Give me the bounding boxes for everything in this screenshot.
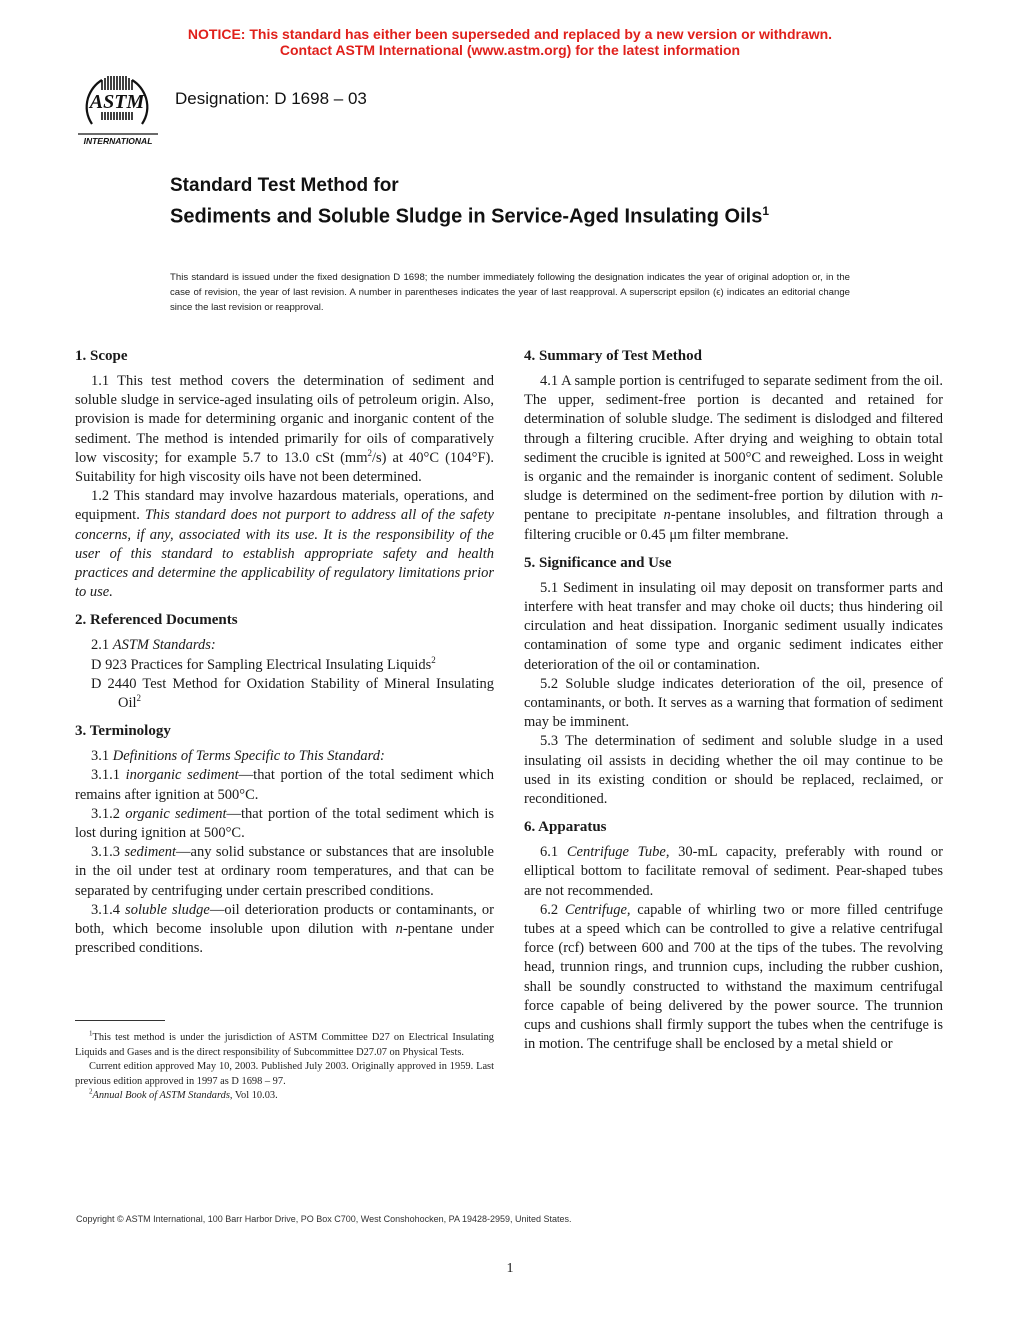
page-number: 1 xyxy=(506,1261,514,1276)
paragraph-2-1: 2.1 ASTM Standards: xyxy=(91,637,216,654)
section-heading-referenced-documents: 2. Referenced Documents xyxy=(75,612,238,629)
notice-line-2: Contact ASTM International (www.astm.org) for the latest information xyxy=(279,42,741,58)
paragraph-3-1-4: 3.1.4 soluble sludge—oil deterioration products or contaminants, or both, which become insoluble upon dilution with n-pentane under prescribed conditions. xyxy=(75,901,495,957)
designation: Designation: D 1698 – 03 xyxy=(175,89,367,108)
paragraph-4-1: 4.1 A sample portion is centrifuged to separate sediment from the oil. The upper, sediment-free portion is decanted and retained for determination of soluble sludge. The sediment is dislodged and filtered through a filtering crucible. After drying and weighing to obtain total sediment the crucible is ignited at 500°C and reweighed. Loss in weight is organic and the remainder is inorganic content of sediment. Soluble sludge is determined on the sediment-free portion by dilution with n-pentane to precipitate n-pentane insolubles, and filtration through a filtering crucible or 0.45 μm filter membrane. xyxy=(524,373,943,543)
paragraph-3-1: 3.1 Definitions of Terms Specific to This Standard: xyxy=(91,748,385,765)
paragraph-1-2: 1.2 This standard may involve hazardous materials, operations, and equipment. This standard does not purport to address all of the safety concerns, if any, associated with its use. It is the responsibility of the user of this standard to establish appropriate safety and health practices and determine the applicability of regulatory limitations prior to use. xyxy=(75,488,494,601)
title-footnote-mark: 1 xyxy=(762,204,770,218)
reference-d2440: D 2440 Test Method for Oxidation Stability of Mineral Insulating Oil$^2$ xyxy=(91,675,494,712)
left-column xyxy=(75,345,494,958)
issuance-statement: This standard is issued under the fixed designation D 1698; the number immediately following the designation indicates the year of original adoption or, in the case of revision, the year of last revision. A number in parentheses indicates the year of last reapproval. A superscript epsilon (ϵ) indicates an editorial change since the last revision or reapproval. xyxy=(170,272,850,313)
paragraph-3-1-2: 3.1.2 organic sediment—that portion of the total sediment which is lost during ignition at 500°C. xyxy=(75,805,495,842)
paragraph-5-3: 5.3 The determination of sediment and soluble sludge in a used insulating oil assists in deciding whether the oil may continue to be used in its existing condition or should be replaced, reclaimed, or reconditioned. xyxy=(524,733,943,808)
paragraph-5-1: 5.1 Sediment in insulating oil may deposit on transformer parts and interfere with heat transfer and may choke oil ducts; thus hindering oil circulation and heat dissipation. Inorganic sediment usually indicates contamination of some type and organic sediment indicates either deterioration of the oil or contamination. xyxy=(524,579,943,673)
paragraph-5-2: 5.2 Soluble sludge indicates deterioration of the oil, presence of contaminants, or both. It serves as a warning that formation of sediment may be imminent. xyxy=(524,675,943,731)
paragraph-3-1-3: 3.1.3 sediment—any solid substance or substances that are insoluble in the oil under test at ordinary room temperatures, and that can be separated by centrifuging under certain prescribed conditions. xyxy=(75,844,494,899)
right-column xyxy=(524,345,943,1055)
footnote-2: $^2$Annual Book of ASTM Standards, Vol 10.03. xyxy=(89,1087,278,1101)
title-line-2: Sediments and Soluble Sludge in Service-Aged Insulating Oils$^1$ xyxy=(170,204,770,228)
footnote-divider xyxy=(75,1020,165,1021)
footnotes xyxy=(75,1031,494,1104)
document-title xyxy=(170,175,870,229)
svg-text:ASTM: ASTM xyxy=(89,91,145,113)
footnote-1: $^1$This test method is under the jurisdiction of ASTM Committee D27 on Electrical Insulating Liquids and Gases and is the direct responsibility of Subcommittee D27.07 on Physical Tests. xyxy=(75,1029,494,1058)
reference-d923: D 923 Practices for Sampling Electrical Insulating Liquids$^2$ xyxy=(91,654,436,673)
paragraph-1-1: 1.1 This test method covers the determination of sediment and soluble sludge in service-aged insulating oils of petroleum origin. Also, provision is made for determining organic and inorganic content of the sediment. The method is intended primarily for oils of comparatively low viscosity; for example 5.7 to 13.0 cSt $(mm^2/s)$ at 40°C (104°F). Suitability for high viscosity oils have not been determined. xyxy=(75,373,494,486)
title-line-1: Standard Test Method for xyxy=(170,175,399,196)
footnote-edition: Current edition approved May 10, 2003. Published July 2003. Originally approved in 1959. Last previous edition approved in 1997 as D 1698 – 97. xyxy=(75,1061,494,1087)
paragraph-6-2: 6.2 Centrifuge, capable of whirling two or more filled centrifuge tubes at a speed which can be controlled to give a relative centrifugal force (rcf) between 600 and 700 at the tips of the tubes. The revolving head, trunnion rings, and trunnion cups, including the rubber cushion, shall be soundly constructed to withstand the maximum centrifugal force capable of being delivered by the power source. The trunnion cups and cushions shall firmly support the tubes when the centrifuge is in motion. The centrifuge shall be enclosed by a metal shield or xyxy=(524,901,943,1053)
section-heading-significance: 5. Significance and Use xyxy=(524,554,672,571)
paragraph-6-1: 6.1 Centrifuge Tube, 30-mL capacity, preferably with round or elliptical bottom to facilitate removal of sediment. Pear-shaped tubes are not recommended. xyxy=(524,844,943,899)
supersede-notice xyxy=(0,26,1020,58)
copyright-line: Copyright © ASTM International, 100 Barr Harbor Drive, PO Box C700, West Conshohocken, PA 19428-2959, United States. xyxy=(76,1214,572,1224)
svg-text:INTERNATIONAL: INTERNATIONAL xyxy=(83,136,153,146)
section-heading-terminology: 3. Terminology xyxy=(75,723,171,740)
notice-line-1: NOTICE: This standard has either been superseded and replaced by a new version or withdrawn. xyxy=(187,26,833,42)
section-heading-apparatus: 6. Apparatus xyxy=(524,819,607,836)
section-heading-summary: 4. Summary of Test Method xyxy=(524,348,702,364)
section-heading-scope: 1. Scope xyxy=(75,348,128,364)
astm-logo xyxy=(76,72,160,150)
paragraph-3-1-1: 3.1.1 inorganic sediment—that portion of the total sediment which remains after ignition at 500°C. xyxy=(75,767,494,803)
